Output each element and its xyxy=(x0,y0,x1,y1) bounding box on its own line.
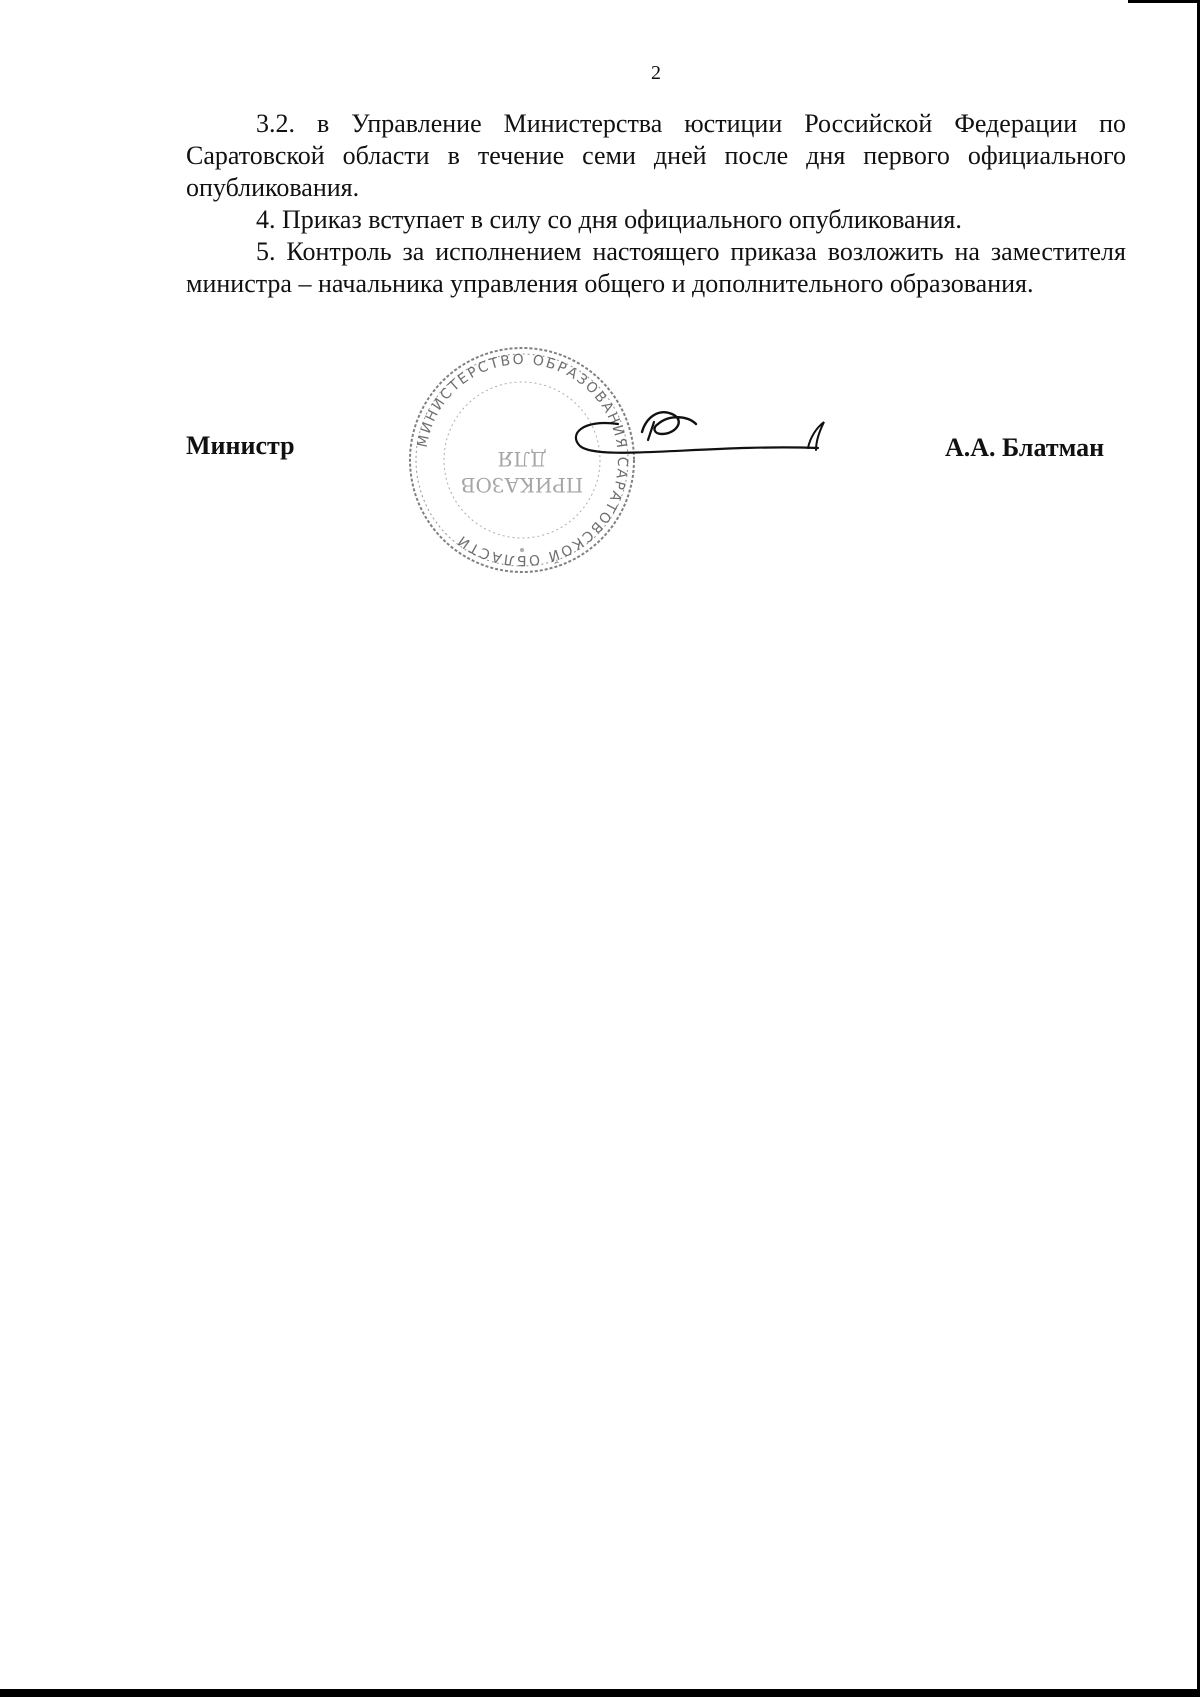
seal-ring-text: МИНИСТЕРСТВО ОБРАЗОВАНИЯ САРАТОВСКОЙ ОБЛАСТИ xyxy=(414,351,631,569)
scan-edge-mark-top xyxy=(1128,0,1200,3)
document-body xyxy=(186,108,1126,300)
handwritten-signature xyxy=(558,404,838,492)
scan-edge-bottom xyxy=(0,1689,1200,1697)
seal-center-line-2: ПРИКАЗОВ xyxy=(460,473,584,497)
signatory-position: Министр xyxy=(186,431,295,460)
seal-center-line-1: ДЛЯ xyxy=(497,447,547,471)
paragraph-3-2: 3.2. в Управление Министерства юстиции Российской Федерации по Саратовской области в течение семи дней после дня первого официального опубликования. xyxy=(186,109,1126,202)
page-number: 2 xyxy=(651,62,661,84)
paragraph-4: 4. Приказ вступает в силу со дня официального опубликования. xyxy=(256,205,962,234)
paragraph-5: 5. Контроль за исполнением настоящего приказа возложить на заместителя министра – начальника управления общего и дополнительного образования. xyxy=(186,237,1126,298)
signatory-name: А.А. Блатман xyxy=(945,433,1105,462)
